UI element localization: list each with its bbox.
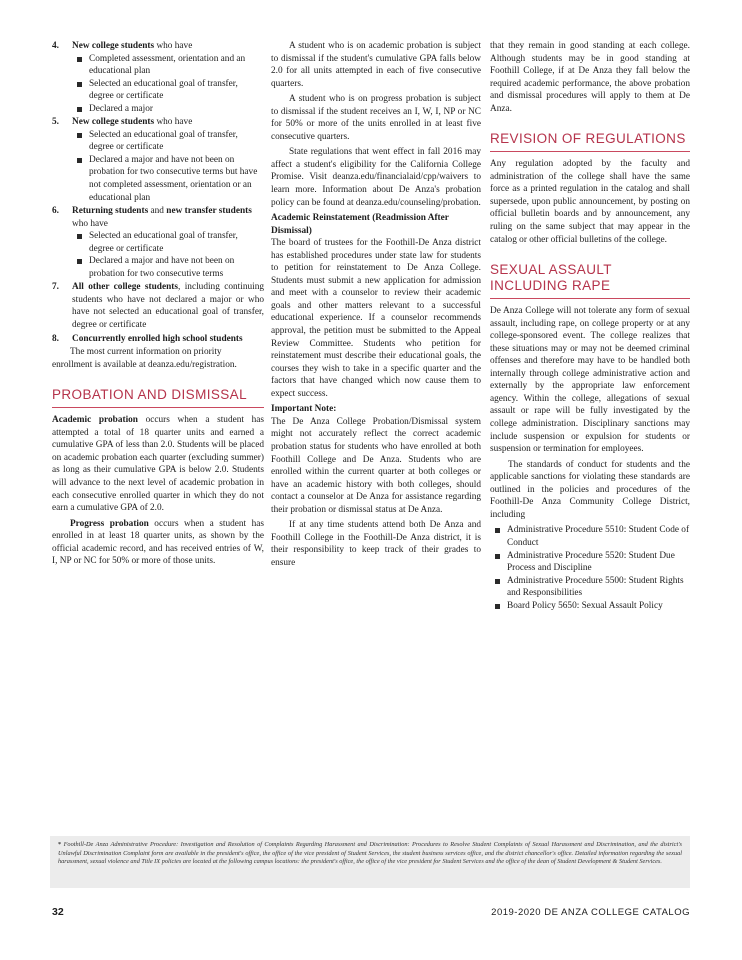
bullet-item: Administrative Procedure 5510: Student Code of Conduct (490, 524, 690, 549)
registration-link[interactable]: deanza.edu/registration (148, 359, 235, 370)
footnote-box: * Foothill-De Anza Administrative Procedure: Investigation and Resolution of Complaints Regarding Harassment and Discrimination: Procedures to Resolve Student Complaints of Sexual Harassment and Discrimination, and the district's Unlawful Discrimination Complaint form are available in the president's office, the office of the vice president of Student Services, the student business services office, and the district chancellor's office. Detailed information regarding the sexual harassment, sexual violence and Title IX policies are located at the following campus locations: the president's office, the office of the vice president for Student Services and the office of the dean of Student Development & Student Services. (50, 836, 690, 888)
paragraph: A student who is on progress probation is subject to dismissal if the student receives an I, W, I, NP or NC for 50% or more of the units enrolled in at least five consecutive quarters. (271, 94, 481, 142)
paragraph: De Anza College will not tolerate any form of sexual assault, including rape, on college property or at any college-sponsored event. The college realizes that these situations may or may not be deemed criminal offenses and therefore may have to be handled both internally through college administrative action and externally by the appropriate law enforcement agency. Within the college, allegations of sexual assault or rape will be fully investigated by the college administration. Disciplinary sanctions may include suspension or expulsion for students or suspension or termination for employees. (490, 306, 690, 455)
bullet-item: Selected an educational goal of transfer, degree or certificate (72, 78, 264, 103)
list-item: 4. New college students who have Completed assessment, orientation and an educational plan Selected an educational goal of transfer, degree or certificate Declared a major (52, 40, 264, 115)
bullet-item: Selected an educational goal of transfer, degree or certificate (72, 230, 264, 255)
section-heading-sexual-assault: SEXUAL ASSAULT INCLUDING RAPE (490, 262, 690, 299)
paragraph: Progress probation occurs when a student has enrolled in at least 18 quarter units, as shown by the official academic record, and has received entries of W, I, NP or NC for 50% or more of those units. (52, 518, 264, 567)
bullet-item: Completed assessment, orientation and an educational plan (72, 53, 264, 78)
paragraph: The standards of conduct for students and the applicable sanctions for violating these standards are outlined in the policies and procedures of the Foothill-De Anza Community College District, including (490, 459, 690, 520)
priority-enrollment-note: The most current information on priority enrollment is available at deanza.edu/registration. (52, 347, 237, 370)
bullet-item: Board Policy 5650: Sexual Assault Policy (490, 600, 690, 613)
list-item: 7. All other college students, including continuing students who have not declared a major or who have not selected an educational goal of transfer, degree or certificate (52, 282, 265, 331)
bullet-item: Declared a major (72, 103, 264, 116)
paragraph: The De Anza College Probation/Dismissal system might not accurately reflect the correct academic probation status for students who have enrolled at both Foothill College and De Anza. Students who are enrolled within the current quarter at both colleges or have an academic history with both colleges, should contact a counselor at De Anza for assistance regarding their probation or dismissal status at De Anza. (271, 416, 481, 515)
paragraph: The board of trustees for the Foothill-De Anza district has established procedures under state law for students to petition for reinstatement to De Anza College. Students must submit a new application for admission and meet with a counselor to review their academic goals and other matters relevant to a successful educational experience. If a counselor recommends approval, the petition must be submitted to the Appeal Review Committee. Students who petition for reinstatement must describe their educational goals, the courses they wish to take in a specific quarter and the factors that have changed which now cause them to expect success. (271, 238, 481, 399)
priority-enrollment-list (52, 40, 264, 345)
list-item: 5. New college students who have Selected an educational goal of transfer, degree or certificate Declared a major and have not been on probation for two consecutive terms but have not completed assessment, orientation or an educational plan (52, 116, 264, 204)
bullet-item: Administrative Procedure 5520: Student Due Process and Discipline (490, 550, 690, 575)
bullet-item: Selected an educational goal of transfer, degree or certificate (72, 129, 264, 154)
paragraph: Any regulation adopted by the faculty and administration of the college shall have the same force as a printed regulation in the catalog and shall supersede, upon public announcement, by posting on official bulletin boards and by announcement, any ruling on the same subject that may appear in the catalog or other official bulletins of the college. (490, 159, 690, 245)
paragraph: State regulations that went effect in fall 2016 may affect a student's eligibility for the California College Promise. Visit deanza.edu/financialaid/cpp/waivers to learn more. Information about De Anza's probation policy can be found at deanza.edu/counseling/probation. (271, 147, 481, 208)
paragraph: If at any time students attend both De Anza and Foothill College in the Foothill-De Anza district, it is their responsibility to keep track of their grades to ensure (271, 520, 481, 568)
list-item: 8. Concurrently enrolled high school students (52, 333, 243, 344)
section-heading-probation: PROBATION AND DISMISSAL (52, 387, 264, 408)
page-number: 32 (52, 906, 64, 918)
column-right (490, 40, 690, 612)
column-middle (271, 40, 481, 572)
bullet-item: Administrative Procedure 5500: Student Rights and Responsibilities (490, 575, 690, 600)
subheading-important-note: Important Note: (271, 404, 337, 415)
bullet-item: Declared a major and have not been on probation for two consecutive terms but have not completed assessment, orientation or an educational plan (72, 154, 264, 204)
bullet-item: Declared a major and have not been on probation for two consecutive terms (72, 255, 264, 280)
paragraph: Academic probation occurs when a student has attempted a total of 18 quarter units and earned a cumulative GPA of less than 2.0. Students will be placed on academic probation each quarter (excluding summer) as long as their cumulative GPA is below 2.0. Students will advance to the next level of academic probation in each consecutive enrolled quarter in which they do not earn a cumulative GPA of 2.0. (52, 415, 264, 514)
list-item: 6. Returning students and new transfer students who have Selected an educational goal of transfer, degree or certificate Declared a major and have not been on probation for two consecutive terms (52, 205, 264, 280)
section-heading-revision: REVISION OF REGULATIONS (490, 131, 690, 152)
column-left (52, 40, 264, 571)
paragraph: A student who is on academic probation is subject to dismissal if the student's cumulative GPA falls below 2.0 for all units attempted in each of five consecutive quarters. (271, 41, 481, 89)
paragraph: that they remain in good standing at each college. Although students may be in good standing at Foothill College, if at De Anza they fall below the required academic performance, the above probation and dismissal procedures will apply to them at De Anza. (490, 41, 690, 114)
subheading-reinstatement: Academic Reinstatement (Readmission After Dismissal) (271, 213, 449, 236)
catalog-title: 2019-2020 DE ANZA COLLEGE CATALOG (491, 907, 690, 918)
policy-list (490, 524, 690, 612)
